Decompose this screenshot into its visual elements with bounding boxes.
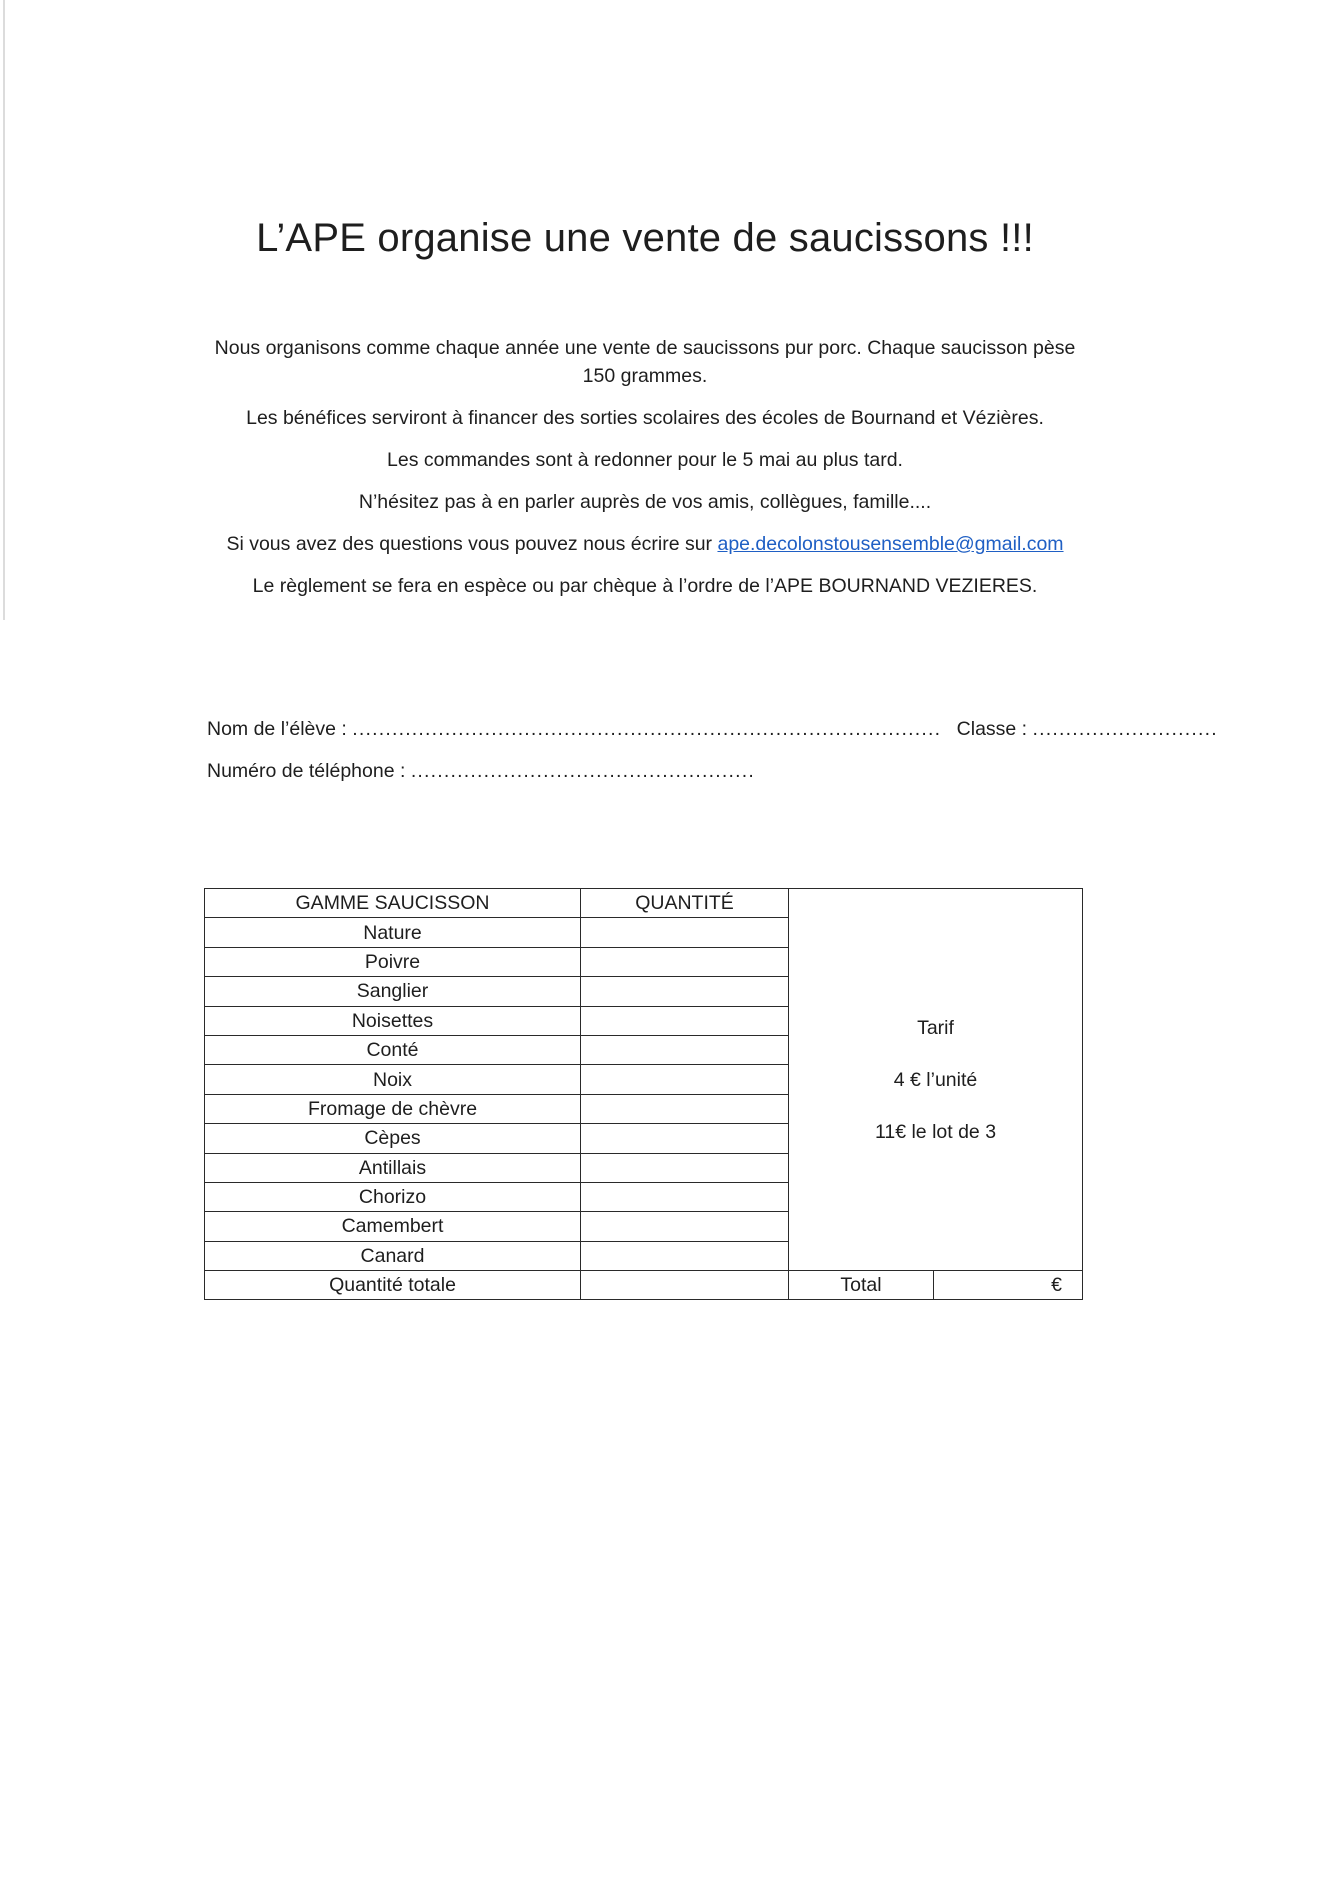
- quantity-input-cell[interactable]: [581, 947, 789, 976]
- class-label: Classe :: [956, 718, 1028, 740]
- header-range: GAMME SAUCISSON: [205, 889, 581, 918]
- item-name: Noisettes: [205, 1006, 581, 1035]
- quantity-input-cell[interactable]: [581, 1241, 789, 1270]
- total-row: [205, 1271, 1083, 1300]
- total-quantity-label: Quantité totale: [205, 1271, 581, 1300]
- intro-paragraph-4: N’hésitez pas à en parler auprès de vos amis, collègues, famille....: [358, 491, 932, 513]
- payment-paragraph: Le règlement se fera en espèce ou par chèque à l’ordre de l’APE BOURNAND VEZIERES.: [252, 575, 1038, 597]
- intro-paragraph-2: Les bénéfices serviront à financer des sorties scolaires des écoles de Bournand et Vézières.: [246, 407, 1044, 429]
- intro-paragraph-3: Les commandes sont à redonner pour le 5 mai au plus tard.: [387, 449, 903, 471]
- contact-paragraph: [210, 530, 1080, 558]
- quantity-input-cell[interactable]: [581, 1094, 789, 1123]
- scan-edge: [3, 0, 5, 620]
- tarif-lot-price: 11€ le lot de 3: [874, 1120, 997, 1143]
- quantity-input-cell[interactable]: [581, 1153, 789, 1182]
- quantity-input-cell[interactable]: [581, 1006, 789, 1035]
- order-table: [204, 888, 1083, 1300]
- phone-field[interactable]: ....................................................: [410, 760, 755, 782]
- student-line: [207, 714, 1218, 756]
- tarif-title: Tarif: [917, 1016, 954, 1039]
- phone-line: [207, 756, 1087, 798]
- quantity-input-cell[interactable]: [581, 1065, 789, 1094]
- total-label: Total: [789, 1271, 934, 1300]
- quantity-input-cell[interactable]: [581, 918, 789, 947]
- item-name: Cèpes: [205, 1124, 581, 1153]
- quantity-input-cell[interactable]: [581, 1182, 789, 1211]
- item-name: Poivre: [205, 947, 581, 976]
- class-field[interactable]: ............................: [1032, 718, 1218, 740]
- tarif-unit-price: 4 € l’unité: [893, 1068, 978, 1091]
- item-name: Canard: [205, 1241, 581, 1270]
- quantity-input-cell[interactable]: [581, 1124, 789, 1153]
- intro-paragraph-1: Nous organisons comme chaque année une vente de saucissons pur porc. Chaque saucisson pèse 150 grammes.: [214, 337, 1076, 387]
- total-amount-cell[interactable]: €: [934, 1271, 1083, 1300]
- item-name: Camembert: [205, 1212, 581, 1241]
- total-quantity-cell[interactable]: [581, 1271, 789, 1300]
- quantity-input-cell[interactable]: [581, 1212, 789, 1241]
- item-name: Sanglier: [205, 977, 581, 1006]
- item-name: Antillais: [205, 1153, 581, 1182]
- student-name-field[interactable]: .........................................................................................: [352, 718, 942, 740]
- item-name: Fromage de chèvre: [205, 1094, 581, 1123]
- item-name: Noix: [205, 1065, 581, 1094]
- quantity-input-cell[interactable]: [581, 1035, 789, 1064]
- phone-label: Numéro de téléphone :: [207, 760, 406, 782]
- page-title: L’APE organise une vente de saucissons !!!: [256, 216, 1034, 260]
- student-fields: [207, 714, 1218, 798]
- intro-text: [210, 334, 1080, 614]
- item-name: Conté: [205, 1035, 581, 1064]
- tarif-box: [789, 889, 1083, 1271]
- table-header-row: [205, 889, 1083, 918]
- contact-prefix: Si vous avez des questions vous pouvez nous écrire sur: [226, 533, 718, 555]
- item-name: Nature: [205, 918, 581, 947]
- item-name: Chorizo: [205, 1182, 581, 1211]
- email-link[interactable]: ape.decolonstousensemble@gmail.com: [717, 533, 1064, 555]
- student-name-label: Nom de l’élève :: [207, 718, 347, 740]
- header-quantity: QUANTITÉ: [581, 889, 789, 918]
- quantity-input-cell[interactable]: [581, 977, 789, 1006]
